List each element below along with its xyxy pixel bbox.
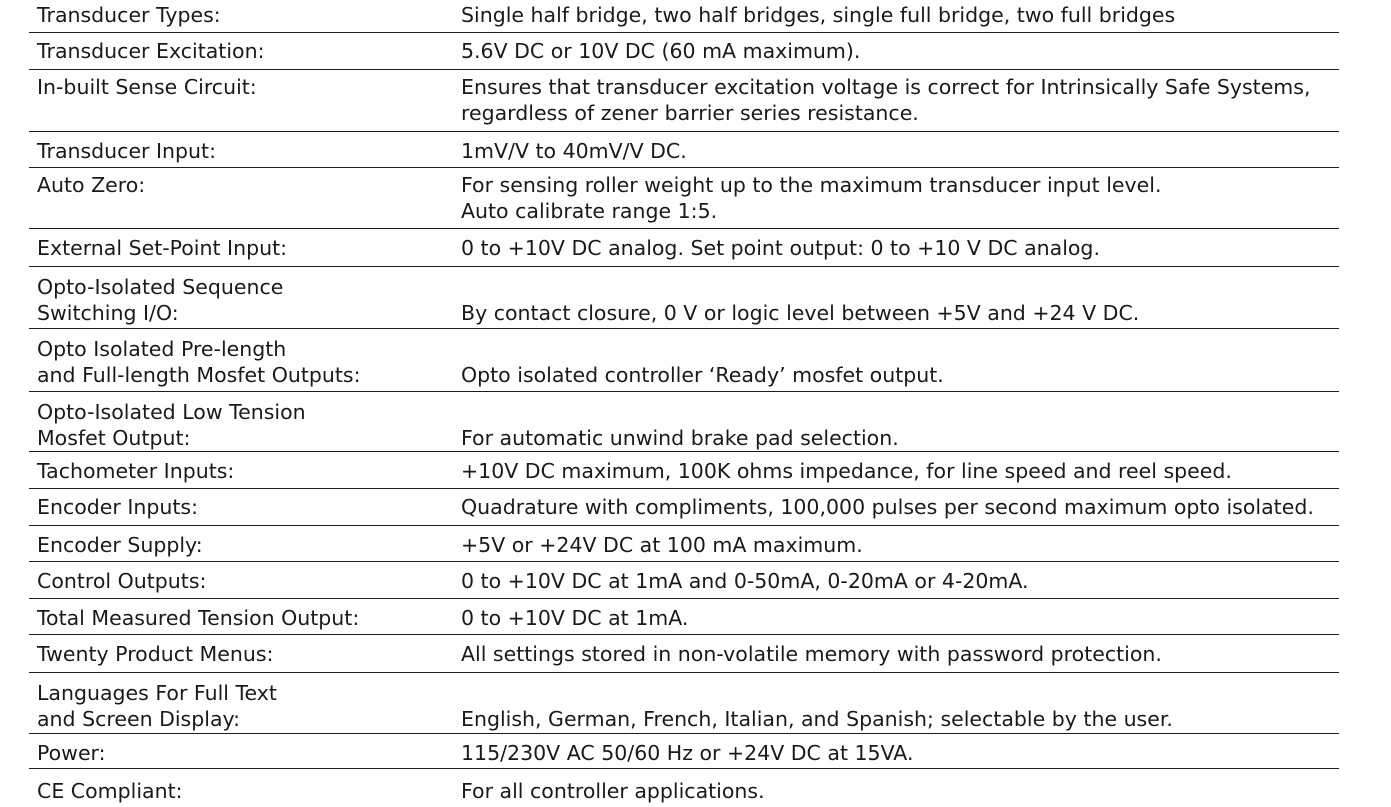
spec-label: Opto-Isolated Low Tension Mosfet Output: (37, 400, 306, 450)
spec-label: Control Outputs: (37, 569, 207, 593)
spec-label: Opto Isolated Pre-length and Full-length Mosfet Outputs: (37, 337, 361, 387)
spec-value: 0 to +10V DC analog. Set point output: 0 to +10 V DC analog. (461, 236, 1100, 260)
spec-value: English, German, French, Italian, and Spanish; selectable by the user. (461, 707, 1173, 731)
spec-value: +5V or +24V DC at 100 mA maximum. (461, 533, 863, 557)
spec-row-encoder-inputs (29, 489, 1339, 526)
spec-row-ce-compliant (29, 769, 1339, 802)
spec-value: 0 to +10V DC at 1mA. (461, 606, 689, 630)
spec-value: 0 to +10V DC at 1mA and 0-50mA, 0-20mA or 4-20mA. (461, 569, 1029, 593)
spec-value: 5.6V DC or 10V DC (60 mA maximum). (461, 39, 861, 63)
spec-row-low-tension (29, 392, 1339, 452)
spec-row-power (29, 734, 1339, 769)
spec-value: For automatic unwind brake pad selection. (461, 426, 899, 450)
spec-row-languages (29, 673, 1339, 734)
spec-row-encoder-supply (29, 526, 1339, 562)
spec-value: Opto isolated controller ‘Ready’ mosfet output. (461, 363, 944, 387)
spec-label: Auto Zero: (37, 173, 146, 197)
spec-row-product-menus (29, 635, 1339, 673)
spec-label: Encoder Inputs: (37, 495, 198, 519)
spec-label: Opto-Isolated Sequence Switching I/O: (37, 275, 284, 325)
spec-label: In-built Sense Circuit: (37, 75, 257, 99)
spec-row-external-set-point (29, 229, 1339, 267)
spec-label: Total Measured Tension Output: (37, 606, 360, 630)
spec-label: Transducer Types: (37, 3, 221, 27)
spec-label: Transducer Input: (37, 139, 216, 163)
spec-value: 1mV/V to 40mV/V DC. (461, 139, 687, 163)
spec-value: By contact closure, 0 V or logic level between +5V and +24 V DC. (461, 301, 1140, 325)
spec-row-mosfet-outputs (29, 329, 1339, 392)
spec-value: Ensures that transducer excitation voltage is correct for Intrinsically Safe Systems, regardless of zener barrier series resistance. (461, 75, 1311, 125)
spec-label: Transducer Excitation: (37, 39, 265, 63)
spec-row-tachometer (29, 452, 1339, 489)
spec-row-control-outputs (29, 562, 1339, 599)
spec-label: Twenty Product Menus: (37, 642, 274, 666)
spec-row-tension-output (29, 599, 1339, 635)
spec-value: All settings stored in non-volatile memory with password protection. (461, 642, 1162, 666)
spec-row-transducer-excitation (29, 33, 1339, 70)
spec-label: External Set-Point Input: (37, 236, 288, 260)
spec-row-auto-zero (29, 168, 1339, 229)
spec-table (29, 0, 1339, 802)
spec-row-transducer-input (29, 132, 1339, 168)
spec-value: For sensing roller weight up to the maximum transducer input level. Auto calibrate range 1:5. (461, 173, 1162, 223)
spec-row-sense-circuit (29, 70, 1339, 132)
spec-row-transducer-types (29, 0, 1339, 33)
spec-value: For all controller applications. (461, 779, 765, 803)
spec-value: Single half bridge, two half bridges, single full bridge, two full bridges (461, 3, 1176, 27)
spec-value: +10V DC maximum, 100K ohms impedance, for line speed and reel speed. (461, 459, 1232, 483)
spec-row-sequence-switching (29, 267, 1339, 329)
spec-label: Encoder Supply: (37, 533, 203, 557)
spec-value: Quadrature with compliments, 100,000 pulses per second maximum opto isolated. (461, 495, 1314, 519)
spec-label: Power: (37, 741, 106, 765)
spec-value: 115/230V AC 50/60 Hz or +24V DC at 15VA. (461, 741, 914, 765)
spec-label: CE Compliant: (37, 779, 183, 803)
spec-label: Languages For Full Text and Screen Display: (37, 681, 277, 731)
spec-label: Tachometer Inputs: (37, 459, 235, 483)
